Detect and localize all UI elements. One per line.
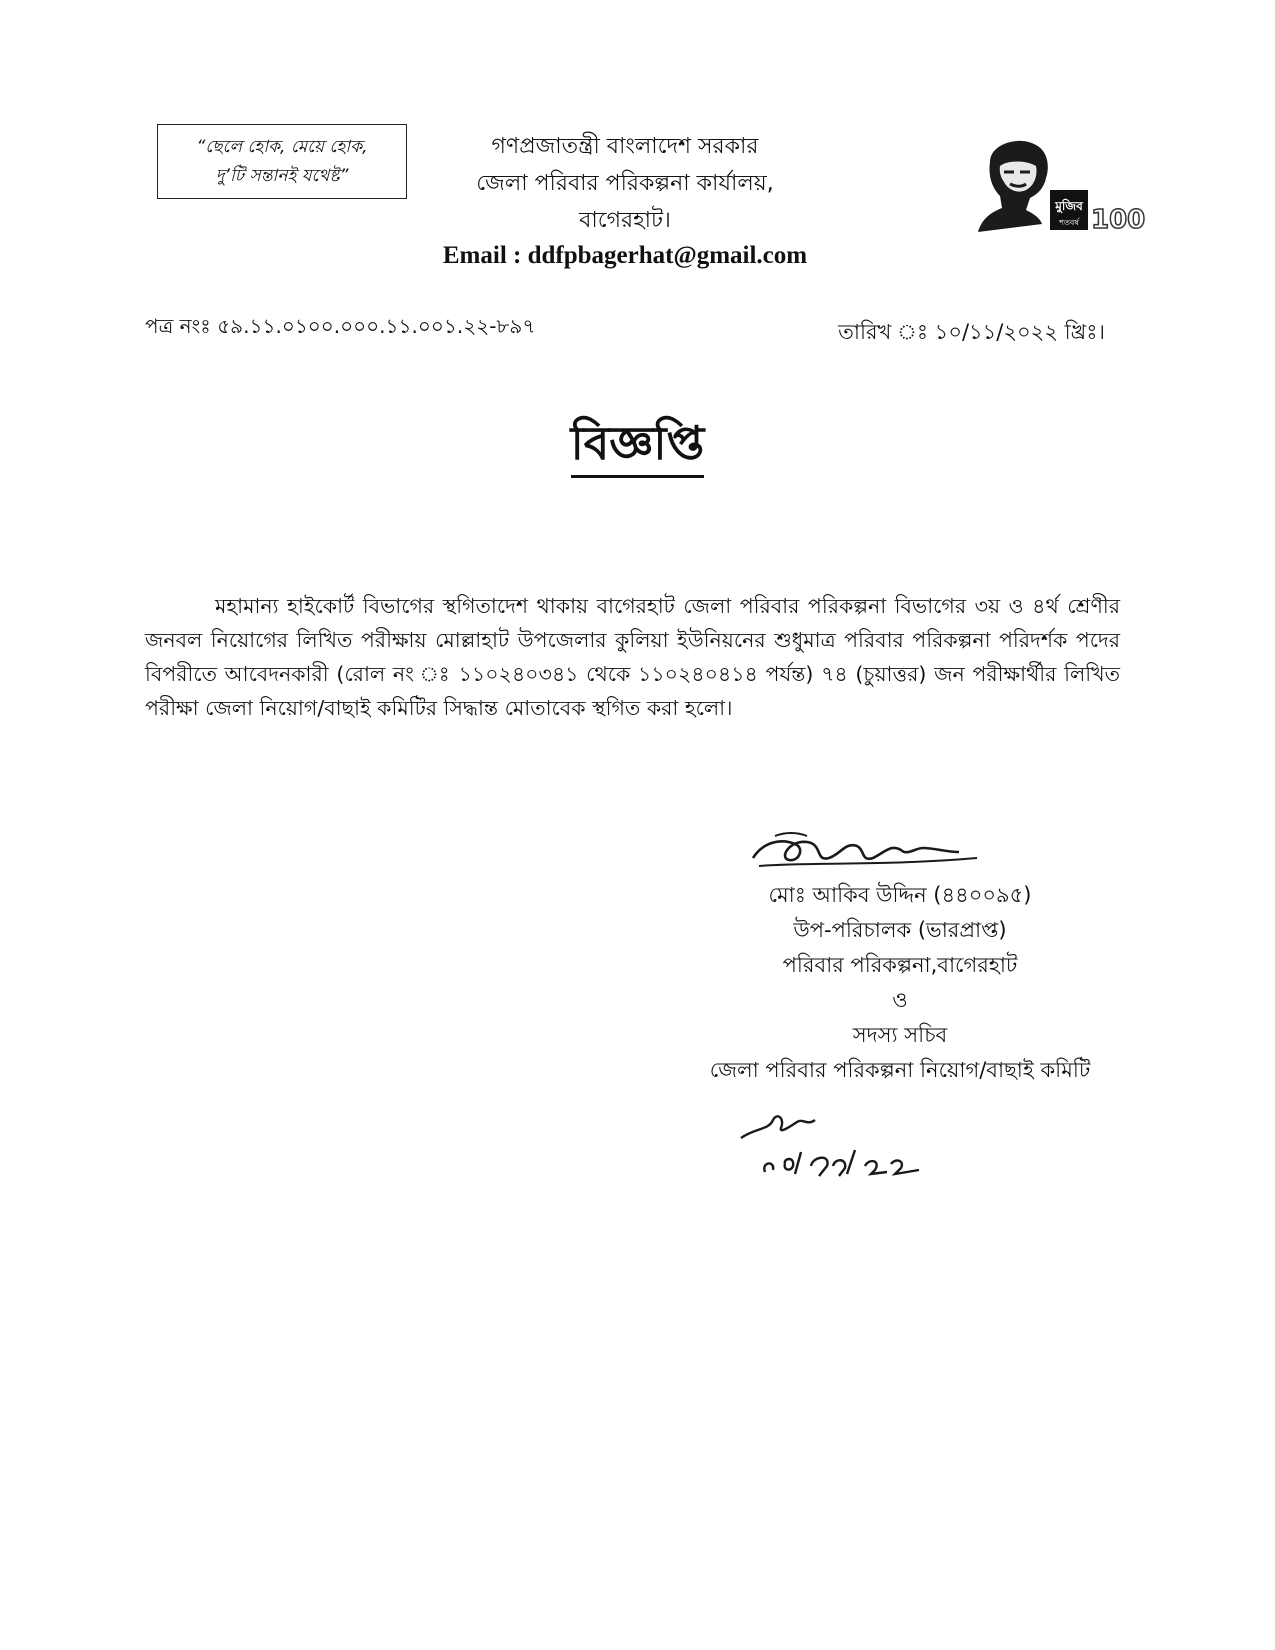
office-name: জেলা পরিবার পরিকল্পনা কার্যালয়,: [476, 171, 774, 196]
notice-body: মহামান্য হাইকোর্ট বিভাগের স্থগিতাদেশ থাকায় বাগেরহাট জেলা পরিবার পরিকল্পনা বিভাগের ৩য় ও ৪র্থ শ্রেণীর জনবল নিয়োগের লিখিত পরীক্ষায় মোল্লাহাট উপজেলার কুলিয়া ইউনিয়নের শুধুমাত্র পরিবার পরিকল্পনা পরিদর্শক পদের বিপরীতে আবেদনকারী (রোল নং ঃ ১১০২৪০৩৪১ থেকে ১১০২৪০৪১৪ পর্যন্ত) ৭৪ (চুয়াত্তর) জন পরীক্ষার্থীর লিখিত পরীক্ষা জেলা নিয়োগ/বাছাই কমিটির সিদ্ধান্ত মোতাবেক স্থগিত করা হলো।: [145, 593, 1120, 720]
signatory-conjunction: ও: [892, 988, 908, 1012]
signatory-role: সদস্য সচিব: [852, 1023, 948, 1047]
office-header: [400, 128, 850, 239]
logo-text-line-1: মুজিব: [1055, 199, 1083, 213]
notice-title-wrapper: [0, 418, 1275, 478]
government-name: গণপ্রজাতন্ত্রী বাংলাদেশ সরকার: [491, 134, 759, 159]
office-email: Email : ddfpbagerhat@gmail.com: [442, 242, 808, 269]
issue-date: তারিখ ঃ ১০/১১/২০২২ খ্রিঃ।: [838, 320, 1105, 344]
signature-block: [660, 878, 1140, 1088]
initials-signature-icon: [735, 1108, 925, 1180]
logo-number: 100: [1091, 205, 1146, 235]
memo-number: পত্র নংঃ ৫৯.১১.০১০০.০০০.১১.০০১.২২-৮৯৭: [145, 314, 536, 338]
signatory-committee: জেলা পরিবার পরিকল্পনা নিয়োগ/বাছাই কমিটি: [709, 1058, 1091, 1082]
notice-title: বিজ্ঞপ্তি: [571, 418, 705, 478]
signatory-name: মোঃ আকিব উদ্দিন (৪৪০০৯৫): [768, 883, 1032, 907]
signatory-designation: উপ-পরিচালক (ভারপ্রাপ্ত): [793, 918, 1007, 942]
slogan-line-1: “ছেলে হোক, মেয়ে হোক,: [196, 136, 368, 157]
slogan-line-2: দু’টি সন্তানই যথেষ্ট”: [215, 165, 349, 186]
slogan-box: [157, 124, 407, 199]
signatory-office: পরিবার পরিকল্পনা,বাগেরহাট: [782, 953, 1018, 977]
logo-text-line-2: শতবর্ষ: [1059, 218, 1079, 227]
mujib-borsho-logo-icon: [968, 132, 1146, 236]
office-location: বাগেরহাট।: [579, 208, 671, 233]
signature-icon: [745, 822, 985, 876]
